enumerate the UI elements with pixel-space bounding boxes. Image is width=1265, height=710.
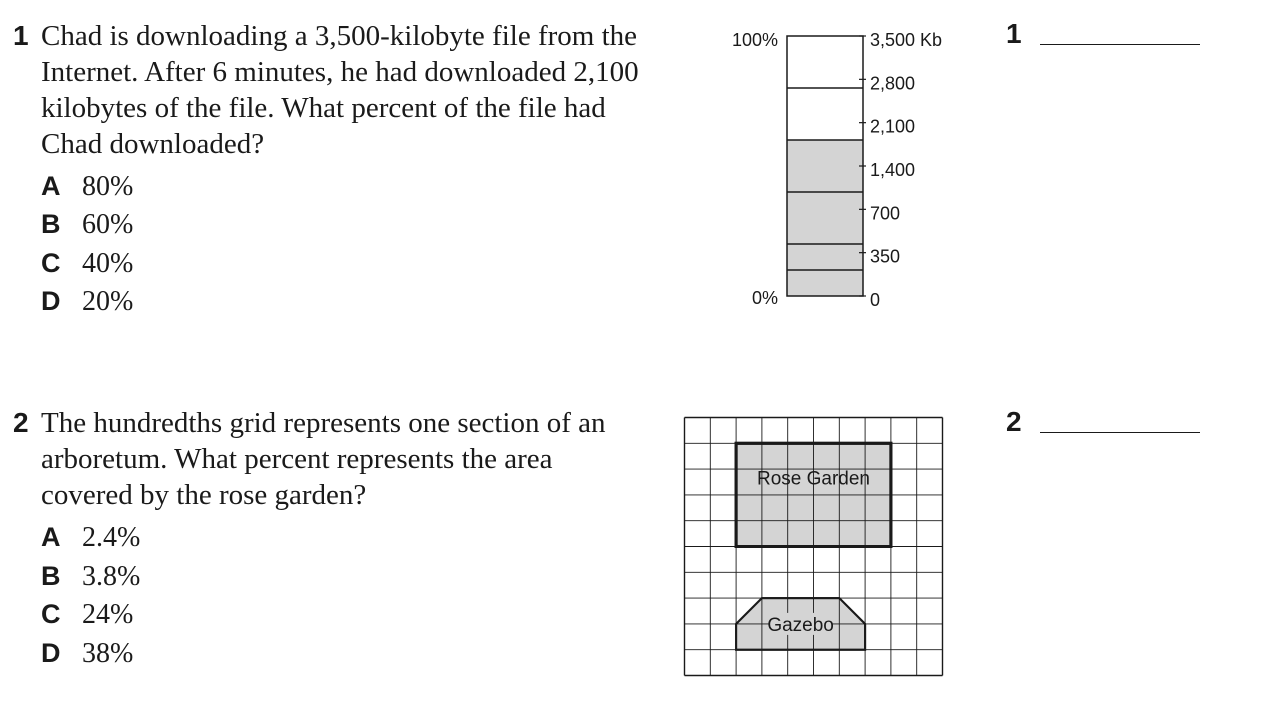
rose-garden-label: Rose Garden <box>756 468 871 490</box>
bar-label-0-percent: 0% <box>751 288 778 308</box>
bar-tick-label: 1,400 <box>870 160 916 180</box>
question-1-stem: Chad is downloading a 3,500-kilobyte file from the Internet. After 6 minutes, he had downloaded 2,100 kilobytes of the file. What percent of the file had Chad downloaded? <box>41 20 639 160</box>
bar-tick-label: 3,500 Kb <box>870 30 943 50</box>
choice-text: 20% <box>82 286 134 317</box>
question-2-stem: The hundredths grid represents one section of an arboretum. What percent represents the area covered by the rose garden? <box>41 407 606 511</box>
gazebo-label: Gazebo <box>767 614 834 636</box>
choice-letter: A <box>41 171 61 201</box>
question-2-choice-b[interactable] <box>41 558 140 595</box>
choice-letter: D <box>41 286 61 316</box>
answer-1-blank[interactable] <box>1040 44 1200 45</box>
question-1-choice-c[interactable] <box>41 245 133 282</box>
choice-text: 38% <box>82 638 134 669</box>
choice-text: 24% <box>82 599 134 630</box>
choice-letter: C <box>41 599 61 629</box>
percent-bar-model <box>720 22 960 312</box>
choice-text: 80% <box>82 171 134 202</box>
choice-text: 2.4% <box>82 522 141 553</box>
bar-tick-label: 350 <box>870 246 901 267</box>
choice-letter: D <box>41 638 61 668</box>
choice-letter: B <box>41 561 61 591</box>
answer-1-label: 1 <box>1006 18 1022 49</box>
choice-letter: C <box>41 248 61 278</box>
question-1-number: 1 <box>13 20 29 51</box>
question-2-choice-d[interactable] <box>41 635 133 672</box>
choice-letter: B <box>41 209 61 239</box>
choice-text: 40% <box>82 248 134 279</box>
choice-text: 3.8% <box>82 561 141 592</box>
answer-2-label: 2 <box>1006 406 1022 437</box>
bar-label-100-percent: 100% <box>731 30 778 50</box>
question-2-choice-a[interactable] <box>41 519 140 556</box>
bar-fill-rect <box>787 140 863 296</box>
hundredths-grid <box>684 417 944 677</box>
bar-tick-label: 2,100 <box>870 116 916 137</box>
question-1-choice-d[interactable] <box>41 283 133 320</box>
bar-filled-region <box>787 140 863 296</box>
question-2-choice-c[interactable] <box>41 596 133 633</box>
question-1-choice-a[interactable] <box>41 168 133 205</box>
bar-tick-label: 700 <box>870 203 901 224</box>
question-2-number: 2 <box>13 407 29 438</box>
choice-text: 60% <box>82 209 134 240</box>
bar-tick-label: 2,800 <box>870 73 916 94</box>
choice-letter: A <box>41 522 61 552</box>
bar-tick-label: 0 <box>870 290 881 310</box>
question-1-choice-b[interactable] <box>41 206 133 243</box>
bar-right-ticks <box>859 30 942 310</box>
answer-2-blank[interactable] <box>1040 432 1200 433</box>
